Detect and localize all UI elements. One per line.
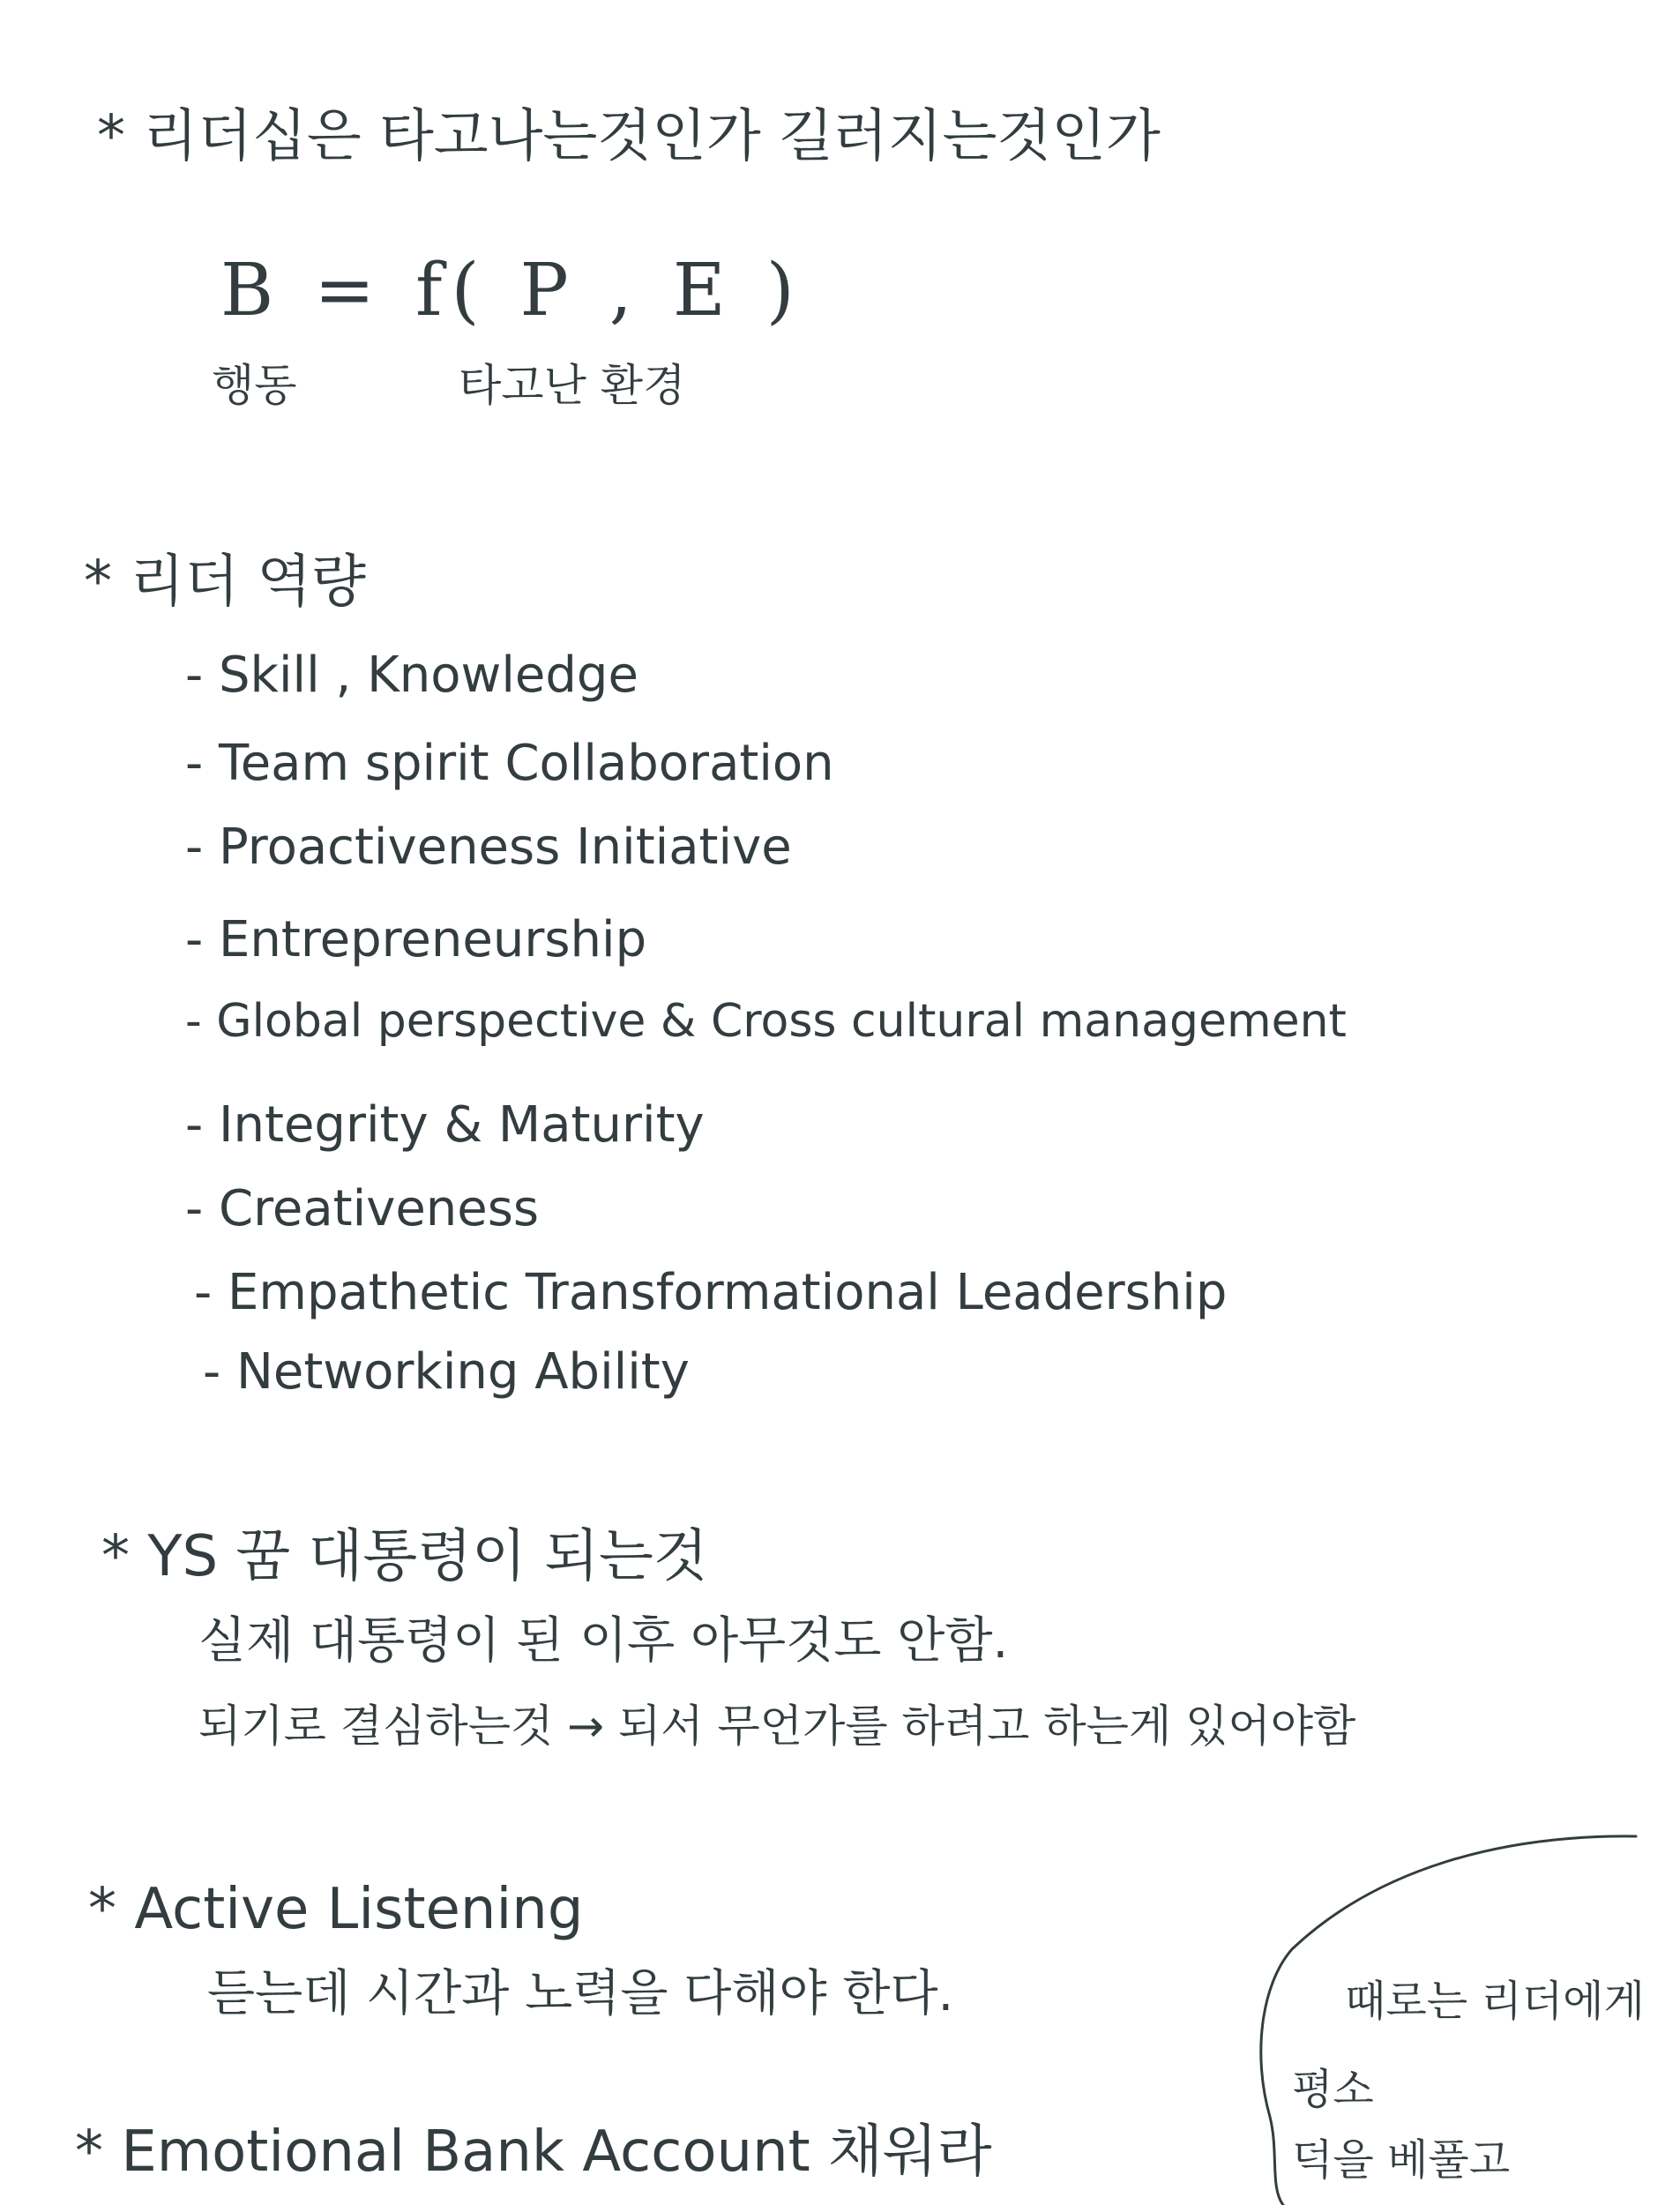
competency-item-9: - Networking Ability [203, 1343, 690, 1401]
competency-item-1: - Skill , Knowledge [185, 647, 638, 704]
label-innate-environment: 타고난 환경 [459, 360, 686, 411]
competency-item-5: - Global perspective & Cross cultural management [185, 995, 1347, 1048]
competency-item-2: - Team spirit Collaboration [185, 735, 834, 792]
competency-item-6: - Integrity & Maturity [185, 1096, 705, 1154]
side-note-give-virtue: 덕을 베풀고 [1292, 2135, 1511, 2185]
heading-leadership-origin: * 리더십은 타고나는것인가 길러지는것인가 [97, 104, 1161, 169]
heading-leader-competencies: * 리더 역량 [84, 549, 366, 615]
side-note-leader: 때로는 리더에게 [1345, 1977, 1645, 2026]
ys-note-line-2: 되기로 결심하는것 → 되서 무언가를 하려고 하는게 있어야함 [198, 1700, 1356, 1752]
competency-item-3: - Proactiveness Initiative [185, 818, 792, 876]
label-behavior: 행동 [212, 360, 297, 411]
competency-item-7: - Creativeness [185, 1180, 540, 1237]
heading-active-listening: * Active Listening [88, 1877, 584, 1942]
heading-ys-president: * YS 꿈 대통령이 되는것 [101, 1524, 708, 1589]
active-listening-note: 듣는데 시간과 노력을 다해야 한다. [207, 1965, 954, 2022]
competency-item-4: - Entrepreneurship [185, 911, 647, 968]
ys-note-line-1: 실제 대통령이 된 이후 아무것도 안함. [198, 1612, 1009, 1670]
side-note-usually: 평소 [1292, 2065, 1374, 2114]
competency-item-8: - Empathetic Transformational Leadership [194, 1264, 1228, 1321]
heading-emotional-bank-account: * Emotional Bank Account 채워라 [75, 2119, 992, 2185]
formula-b-f-p-e: B = f( P , E ) [220, 249, 803, 333]
